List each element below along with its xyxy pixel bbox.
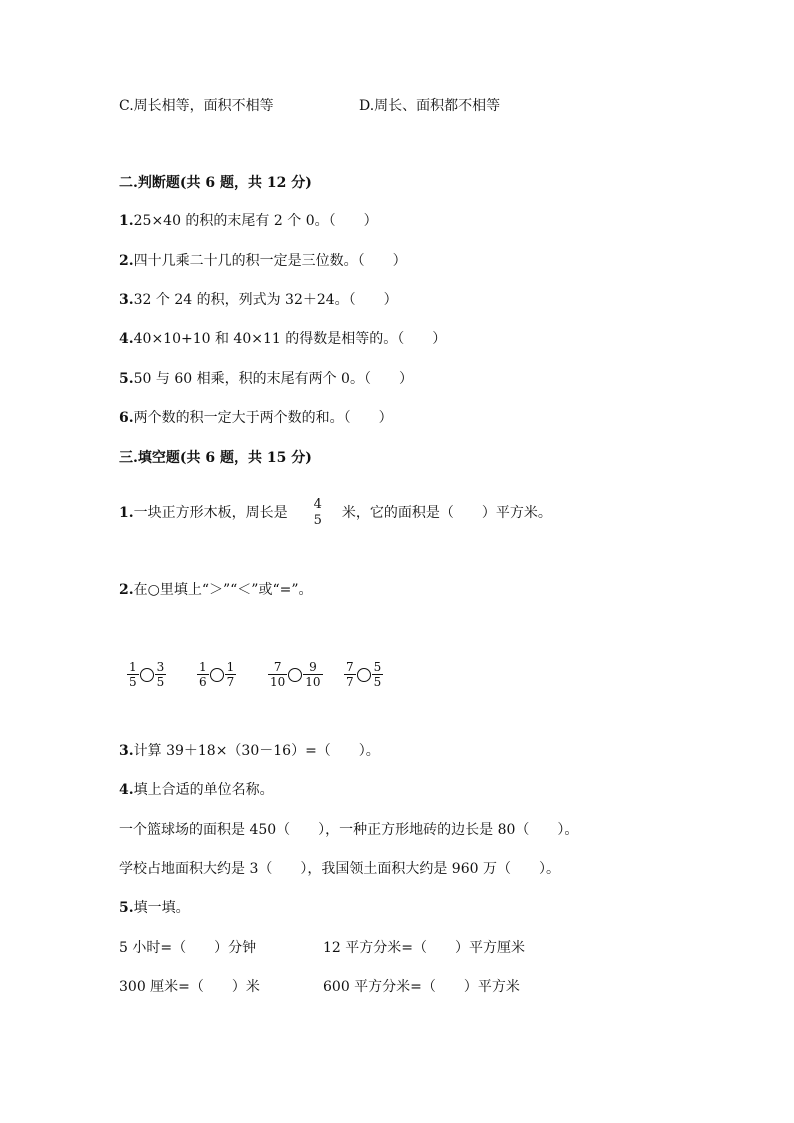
comparison-3 bbox=[268, 660, 323, 689]
fraction-numerator: 7 bbox=[268, 660, 287, 675]
fraction-denominator: 5 bbox=[313, 513, 322, 528]
s3-q5-item-1: 5 小时=（ ）分钟 bbox=[119, 940, 257, 956]
comparison-4 bbox=[344, 660, 383, 689]
s2-question-1 bbox=[119, 211, 378, 231]
fraction-denominator: 10 bbox=[270, 675, 286, 689]
s3-question-5 bbox=[119, 898, 190, 918]
section2-heading: 二.判断题(共 6 题，共 12 分) bbox=[119, 175, 312, 191]
fraction-numerator: 1 bbox=[199, 660, 207, 674]
fraction bbox=[303, 660, 322, 689]
option-c: C.周长相等，面积不相等 bbox=[119, 98, 274, 114]
s3-question-4-line-1: 一个篮球场的面积是 450（ ），一种正方形地砖的边长是 80（ ）。 bbox=[119, 822, 579, 838]
fraction-numerator: 9 bbox=[303, 660, 322, 675]
perimeter-fraction bbox=[312, 497, 324, 529]
s3-q5-item-2: 12 平方分米=（ ）平方厘米 bbox=[323, 940, 525, 956]
question-number: 5. bbox=[119, 900, 134, 916]
question-text: 40×10+10 和 40×11 的得数是相等的。（ ） bbox=[133, 331, 447, 347]
fraction-denominator: 5 bbox=[373, 675, 382, 689]
s2-question-4 bbox=[119, 329, 446, 349]
fraction bbox=[197, 660, 209, 689]
question-text: 计算 39＋18×（30－16）=（ ）。 bbox=[133, 743, 380, 759]
s3-question-2 bbox=[119, 580, 313, 600]
s3-question-3 bbox=[119, 741, 380, 761]
question-number: 2. bbox=[119, 253, 134, 269]
fraction-denominator: 5 bbox=[129, 675, 137, 689]
compare-circle[interactable] bbox=[288, 668, 302, 682]
question-number: 6. bbox=[119, 410, 134, 426]
s3-q5-item-3: 300 厘米=（ ）米 bbox=[119, 979, 260, 995]
question-text: 四十几乘二十几的积一定是三位数。（ ） bbox=[133, 253, 407, 269]
fraction-denominator: 6 bbox=[199, 675, 207, 689]
question-text: 在○里填上“＞”“＜”或“=”。 bbox=[133, 582, 313, 598]
s3-q5-item-4: 600 平方分米=（ ）平方米 bbox=[323, 979, 520, 995]
s2-question-3 bbox=[119, 290, 398, 310]
s2-question-6 bbox=[119, 408, 393, 428]
fraction bbox=[344, 660, 356, 689]
question-number: 4. bbox=[119, 331, 134, 347]
section3-heading: 三.填空题(共 6 题，共 15 分) bbox=[119, 450, 312, 466]
fraction-denominator: 7 bbox=[346, 675, 354, 689]
fraction-numerator: 5 bbox=[373, 660, 382, 674]
fraction-denominator: 10 bbox=[305, 675, 321, 689]
s3-question-1 bbox=[119, 496, 552, 530]
compare-circle[interactable] bbox=[140, 668, 154, 682]
fraction bbox=[155, 660, 167, 689]
question-number: 4. bbox=[119, 782, 134, 798]
question-text: 50 与 60 相乘，积的末尾有两个 0。（ ） bbox=[133, 371, 413, 387]
s3-question-4 bbox=[119, 780, 274, 800]
fraction-denominator: 7 bbox=[226, 675, 235, 689]
fraction-numerator: 1 bbox=[129, 660, 137, 674]
question-number: 1. bbox=[119, 213, 134, 229]
fraction-numerator: 3 bbox=[156, 660, 165, 674]
fraction-numerator: 4 bbox=[313, 497, 322, 512]
fraction-denominator: 5 bbox=[156, 675, 165, 689]
question-text: 一块正方形木板，周长是 bbox=[133, 505, 288, 521]
fraction-numerator: 1 bbox=[226, 660, 235, 674]
s3-question-4-line-2: 学校占地面积大约是 3（ ），我国领土面积大约是 960 万（ ）。 bbox=[119, 861, 560, 877]
question-number: 3. bbox=[119, 292, 134, 308]
option-d: D.周长、面积都不相等 bbox=[359, 98, 501, 114]
compare-circle[interactable] bbox=[357, 668, 371, 682]
question-text: 32 个 24 的积，列式为 32＋24。（ ） bbox=[133, 292, 398, 308]
question-number: 3. bbox=[119, 743, 134, 759]
fraction bbox=[268, 660, 287, 689]
comparison-2 bbox=[197, 660, 236, 689]
s2-question-2 bbox=[119, 251, 407, 271]
question-text: 两个数的积一定大于两个数的和。（ ） bbox=[133, 410, 393, 426]
question-text: 米，它的面积是（ ）平方米。 bbox=[341, 505, 552, 521]
compare-circle[interactable] bbox=[210, 668, 224, 682]
fraction bbox=[225, 660, 237, 689]
fraction bbox=[372, 660, 384, 689]
question-number: 2. bbox=[119, 582, 134, 598]
s2-question-5 bbox=[119, 369, 413, 389]
question-number: 1. bbox=[119, 505, 134, 521]
fraction-numerator: 7 bbox=[346, 660, 354, 674]
question-text: 填上合适的单位名称。 bbox=[133, 782, 274, 798]
comparison-1 bbox=[127, 660, 166, 689]
question-text: 填一填。 bbox=[133, 900, 190, 916]
fraction bbox=[127, 660, 139, 689]
question-text: 25×40 的积的末尾有 2 个 0。（ ） bbox=[133, 213, 378, 229]
question-number: 5. bbox=[119, 371, 134, 387]
